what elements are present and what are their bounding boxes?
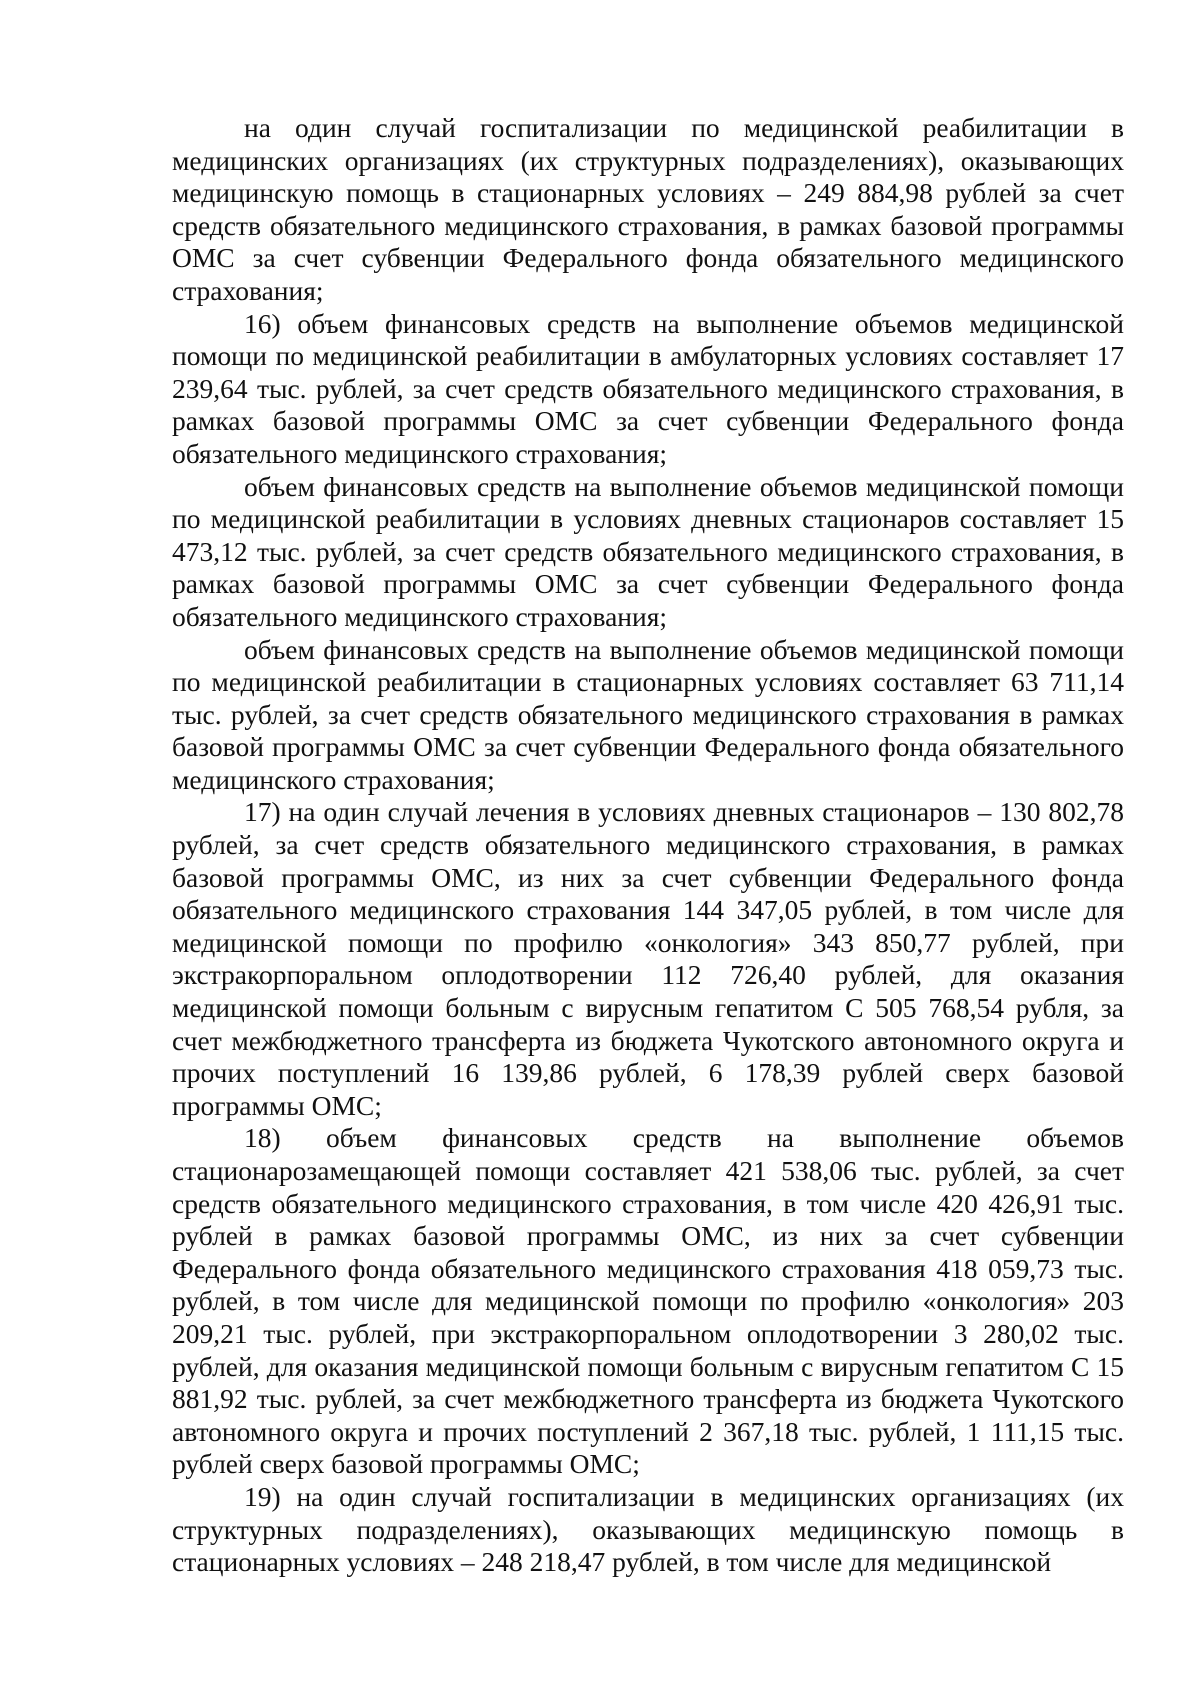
paragraph-19-hospitalization-case: 19) на один случай госпитализации в медицинских организациях (их структурных подразделениях), оказывающих медицинскую помощь в стационарных условиях – 248 218,47 рублей, в том числе для медицинской: [172, 1480, 1124, 1578]
paragraph-16-rehab-outpatient-volume: 16) объем финансовых средств на выполнение объемов медицинской помощи по медицинской реабилитации в амбулаторных условиях составляет 17 239,64 тыс. рублей, за счет средств обязательного медицинского страхования, в рамках базовой программы ОМС за счет субвенции Федерального фонда обязательного медицинского страхования;: [172, 307, 1124, 469]
paragraph-rehab-hospitalization-case: на один случай госпитализации по медицинской реабилитации в медицинских организациях (их структурных подразделениях), оказывающих медицинскую помощь в стационарных условиях – 249 884,98 рублей за счет средств обязательного медицинского страхования, в рамках базовой программы ОМС за счет субвенции Федерального фонда обязательного медицинского страхования;: [172, 112, 1124, 306]
paragraph-18-inpatient-replacement-volume: 18) объем финансовых средств на выполнение объемов стационарозамещающей помощи составляет 421 538,06 тыс. рублей, за счет средств обязательного медицинского страхования, в том числе 420 426,91 тыс. рублей в рамках базовой программы ОМС, из них за счет субвенции Федерального фонда обязательного медицинского страхования 418 059,73 тыс. рублей, в том числе для медицинской помощи по профилю «онкология» 203 209,21 тыс. рублей, при экстракорпоральном оплодотворении 3 280,02 тыс. рублей, для оказания медицинской помощи больным с вирусным гепатитом С 15 881,92 тыс. рублей, за счет межбюджетного трансферта из бюджета Чукотского автономного округа и прочих поступлений 2 367,18 тыс. рублей, 1 111,15 тыс. рублей сверх базовой программы ОМС;: [172, 1122, 1124, 1480]
paragraph-rehab-inpatient-volume: объем финансовых средств на выполнение объемов медицинской помощи по медицинской реабилитации в стационарных условиях составляет 63 711,14 тыс. рублей, за счет средств обязательного медицинского страхования в рамках базовой программы ОМС за счет субвенции Федерального фонда обязательного медицинского страхования;: [172, 633, 1124, 795]
document-page: [172, 112, 1124, 1579]
paragraph-17-day-hospital-case: 17) на один случай лечения в условиях дневных стационаров – 130 802,78 рублей, за счет средств обязательного медицинского страхования, в рамках базовой программы ОМС, из них за счет субвенции Федерального фонда обязательного медицинского страхования 144 347,05 рублей, в том числе для медицинской помощи по профилю «онкология» 343 850,77 рублей, при экстракорпоральном оплодотворении 112 726,40 рублей, для оказания медицинской помощи больным с вирусным гепатитом С 505 768,54 рубля, за счет межбюджетного трансферта из бюджета Чукотского автономного округа и прочих поступлений 16 139,86 рублей, 6 178,39 рублей сверх базовой программы ОМС;: [172, 796, 1124, 1121]
paragraph-rehab-day-hospital-volume: объем финансовых средств на выполнение объемов медицинской помощи по медицинской реабилитации в условиях дневных стационаров составляет 15 473,12 тыс. рублей, за счет средств обязательного медицинского страхования, в рамках базовой программы ОМС за счет субвенции Федерального фонда обязательного медицинского страхования;: [172, 470, 1124, 632]
